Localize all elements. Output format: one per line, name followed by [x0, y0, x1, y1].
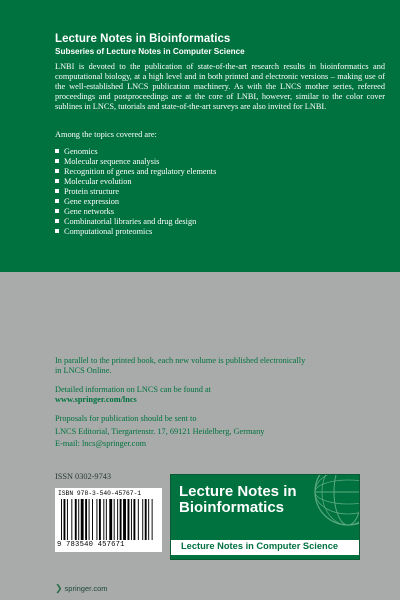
issn-label: ISSN 0302-9743 — [55, 472, 112, 481]
intro-paragraph: LNBI is devoted to the publication of state-of-the-art research results in bioinformatics and computational biology, at a high level and in both printed and electronic versions – making use of the well-established LNCS publication machinery. As with the LNCS mother series, refereed proceedings and postproceedings are at the core of LNBI, however, similar to the color cover sublines in LNCS, tutorials and state-of-the-art surveys are also invited for LNBI. — [55, 62, 385, 112]
list-item — [55, 187, 216, 197]
springer-arrow-icon: ❯ — [55, 583, 63, 593]
isbn-label: ISBN 978-3-540-45767-1 — [58, 490, 142, 497]
lncs-url-link[interactable]: www.springer.com/lncs — [55, 395, 137, 404]
topic-label: Molecular evolution — [64, 177, 132, 187]
logo-title — [179, 484, 297, 516]
logo-title-line-1: Lecture Notes in — [179, 483, 297, 500]
topic-label: Molecular sequence analysis — [64, 157, 160, 167]
editorial-address: LNCS Editorial, Tiergartenstr. 17, 69121 Heidelberg, Germany — [55, 427, 265, 436]
bullet-icon — [55, 199, 59, 203]
topics-heading: Among the topics covered are: — [55, 130, 157, 139]
bullet-icon — [55, 149, 59, 153]
topic-label: Computational proteomics — [64, 227, 153, 237]
list-item — [55, 207, 216, 217]
logo-subtitle: Lecture Notes in Computer Science — [181, 541, 339, 551]
topics-list — [55, 147, 216, 237]
list-item — [55, 167, 216, 177]
barcode-digits: 9 783540 457671 — [57, 541, 125, 549]
proposals-line: Proposals for publication should be sent to — [55, 414, 197, 423]
bullet-icon — [55, 219, 59, 223]
topic-label: Protein structure — [64, 187, 120, 197]
topic-label: Gene expression — [64, 197, 120, 207]
bullet-icon — [55, 189, 59, 193]
list-item — [55, 197, 216, 207]
logo-title-line-2: Bioinformatics — [179, 499, 285, 516]
email-line[interactable]: E-mail: lncs@springer.com — [55, 439, 147, 448]
globe-icon — [313, 474, 360, 527]
bullet-icon — [55, 179, 59, 183]
list-item — [55, 227, 216, 237]
list-item — [55, 147, 216, 157]
lnbi-logo — [170, 474, 360, 560]
topic-label: Combinatorial libraries and drug design — [64, 217, 197, 227]
series-subtitle: Subseries of Lecture Notes in Computer Science — [55, 47, 245, 56]
online-line-1: In parallel to the printed book, each new volume is published electronically — [55, 356, 306, 365]
info-line: Detailed information on LNCS can be found at — [55, 385, 211, 394]
list-item — [55, 177, 216, 187]
online-line-2: in LNCS Online. — [55, 366, 112, 375]
logo-box — [170, 474, 360, 560]
top-green-panel — [0, 0, 400, 272]
bullet-icon — [55, 229, 59, 233]
publisher-logo — [55, 583, 107, 594]
list-item — [55, 157, 216, 167]
series-title: Lecture Notes in Bioinformatics — [55, 33, 231, 45]
barcode — [55, 488, 162, 552]
bullet-icon — [55, 159, 59, 163]
list-item — [55, 217, 216, 227]
bullet-icon — [55, 209, 59, 213]
bullet-icon — [55, 169, 59, 173]
topic-label: Genomics — [64, 147, 98, 156]
topic-label: Gene networks — [64, 207, 114, 217]
topic-label: Recognition of genes and regulatory elements — [64, 167, 217, 177]
publisher-name: springer.com — [64, 584, 108, 593]
